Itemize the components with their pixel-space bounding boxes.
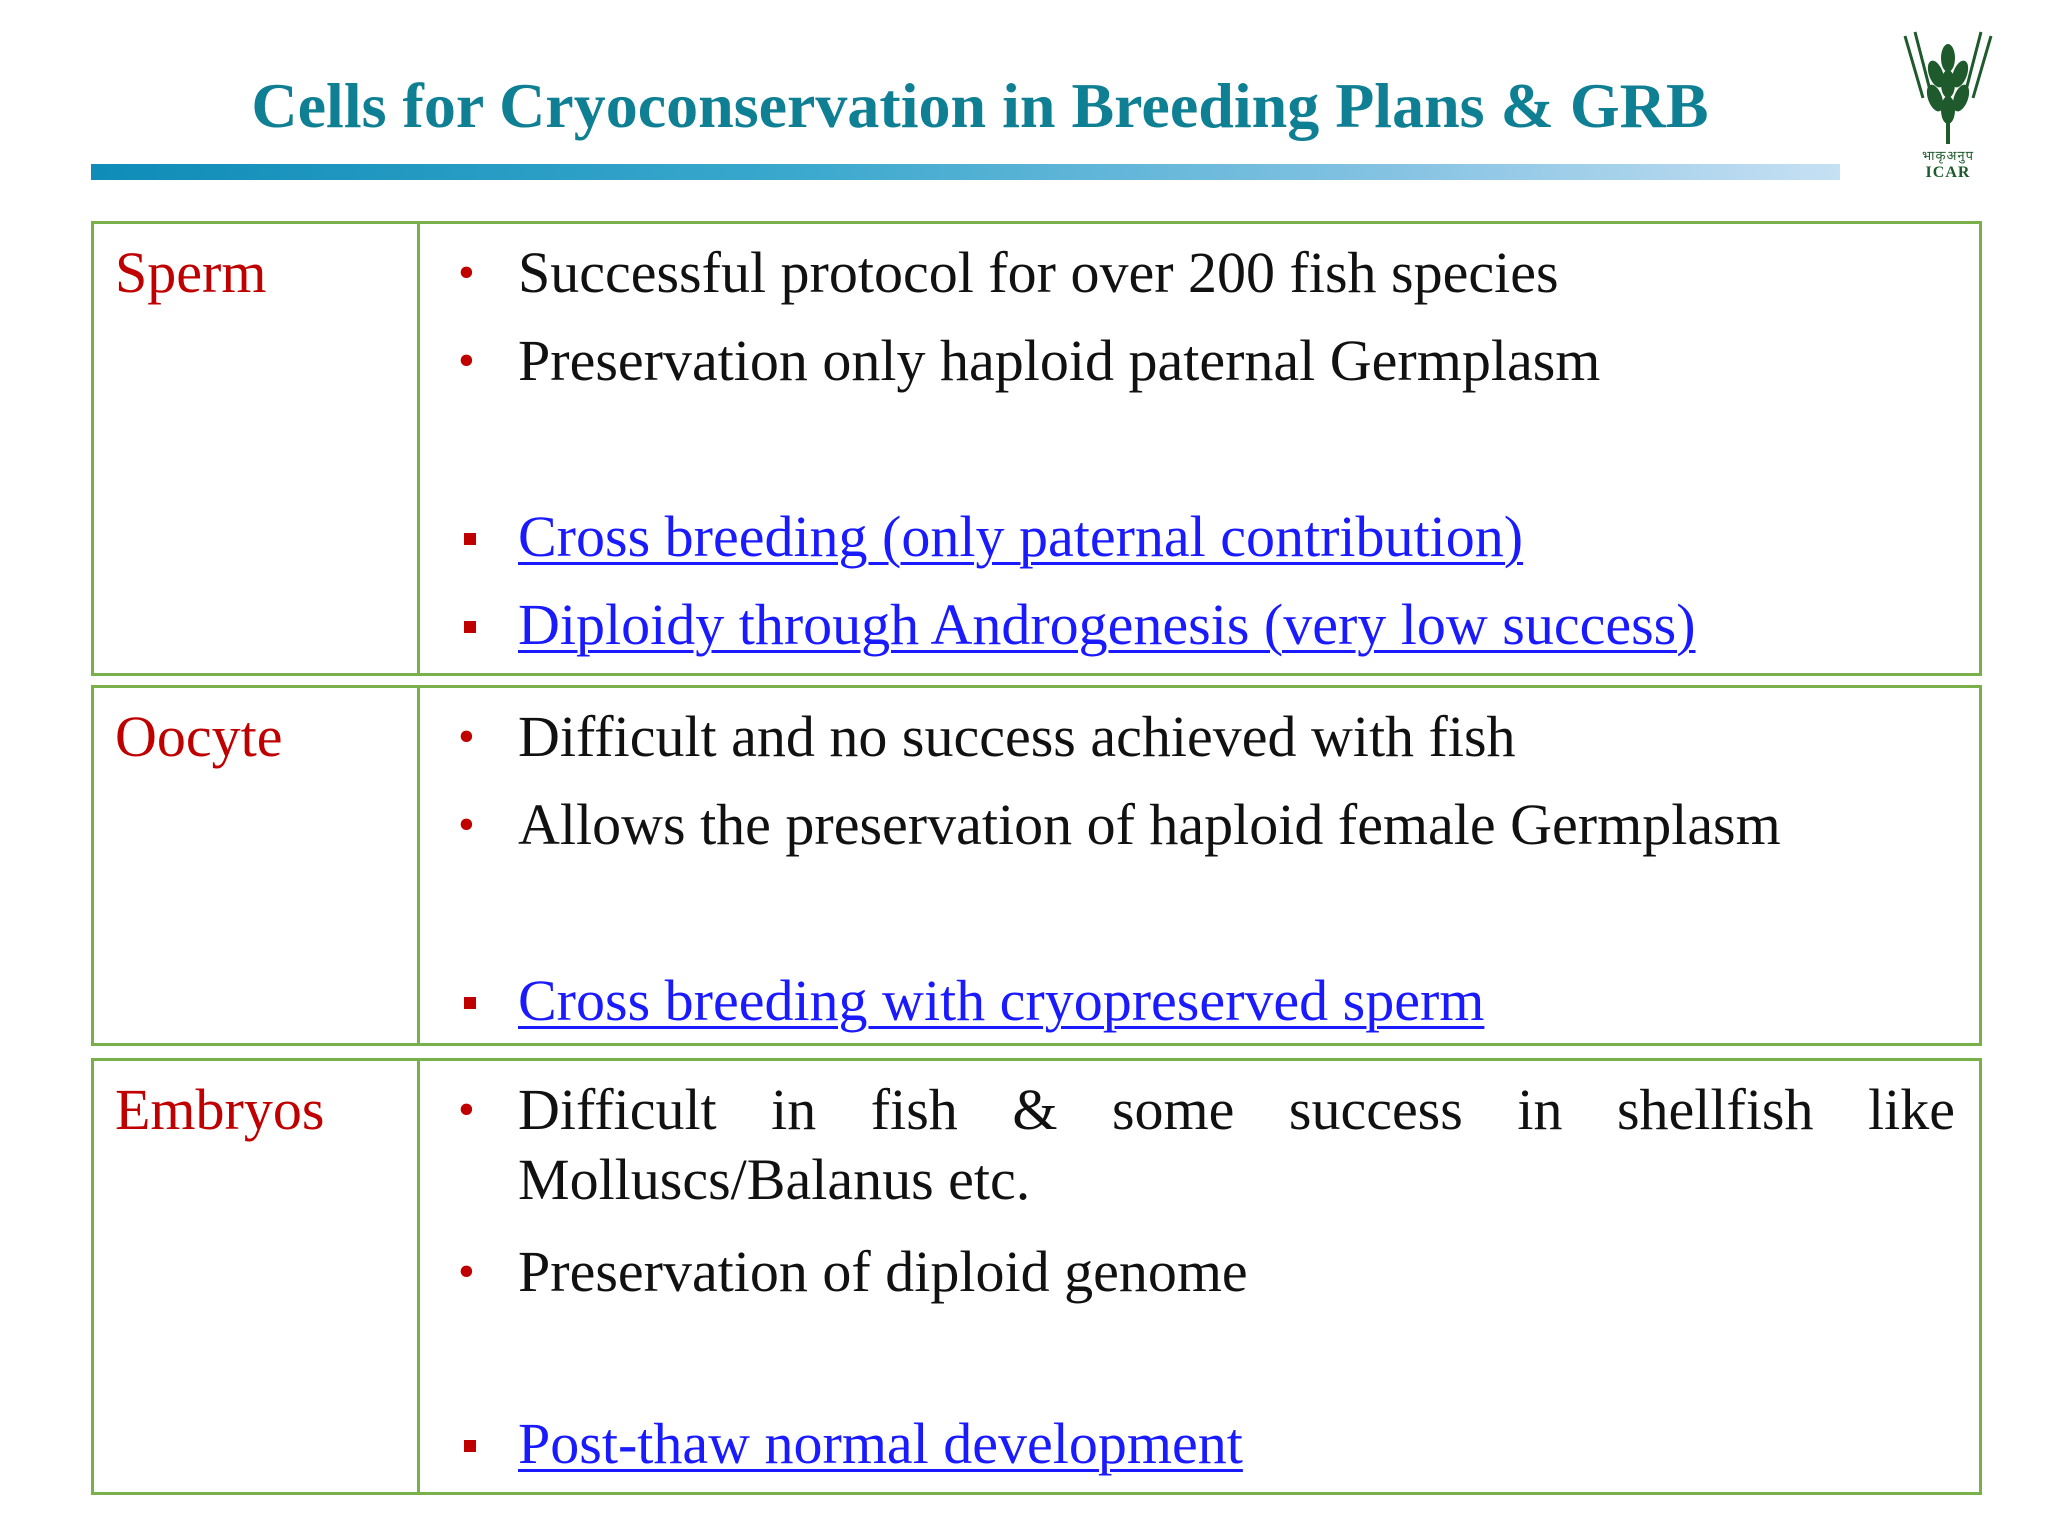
wheat-emblem-icon <box>1893 28 2003 148</box>
square-bullet-icon <box>464 1440 476 1452</box>
link-post-thaw-development[interactable]: Post-thaw normal development <box>518 1411 1243 1476</box>
bullet-text: Preservation only haploid paternal Germplasm <box>518 328 1601 393</box>
link-diploidy-androgenesis[interactable]: Diploidy through Androgenesis (very low success) <box>518 592 1696 657</box>
row-embryos <box>91 1058 1982 1495</box>
bullet-dot-icon: • <box>458 246 475 299</box>
square-bullet-icon <box>464 997 476 1009</box>
row-label-sperm: Sperm <box>115 240 267 305</box>
square-bullet-icon <box>464 621 476 633</box>
bullet-text: Allows the preservation of haploid female Germplasm <box>518 792 1781 857</box>
link-cross-breeding-sperm[interactable]: Cross breeding with cryopreserved sperm <box>518 968 1485 1033</box>
logo-script-text: भाकृअनुप <box>1921 149 1975 164</box>
bullet-text: Difficult in fish & some success in shellfish like Molluscs/Balanus etc. <box>518 1077 1955 1212</box>
row-label-oocyte: Oocyte <box>115 704 283 769</box>
bullet-dot-icon: • <box>458 710 475 763</box>
bullet-text: Successful protocol for over 200 fish species <box>518 240 1559 305</box>
row-sperm <box>91 221 1982 676</box>
bullet-text: Difficult and no success achieved with fish <box>518 704 1516 769</box>
bullet-dot-icon: • <box>458 1083 475 1136</box>
bullet-dot-icon: • <box>458 798 475 851</box>
icar-logo <box>1893 28 2003 186</box>
slide-title: Cells for Cryoconservation in Breeding Plans & GRB <box>251 70 1709 141</box>
link-cross-breeding-paternal[interactable]: Cross breeding (only paternal contribution) <box>518 504 1524 569</box>
logo-abbr-text: ICAR <box>1925 164 1971 181</box>
row-oocyte <box>91 685 1982 1046</box>
square-bullet-icon <box>464 533 476 545</box>
row-label-embryos: Embryos <box>115 1077 325 1142</box>
bullet-text: Preservation of diploid genome <box>518 1239 1248 1304</box>
bullet-dot-icon: • <box>458 334 475 387</box>
title-underline-bar <box>91 164 1840 180</box>
bullet-dot-icon: • <box>458 1245 475 1298</box>
